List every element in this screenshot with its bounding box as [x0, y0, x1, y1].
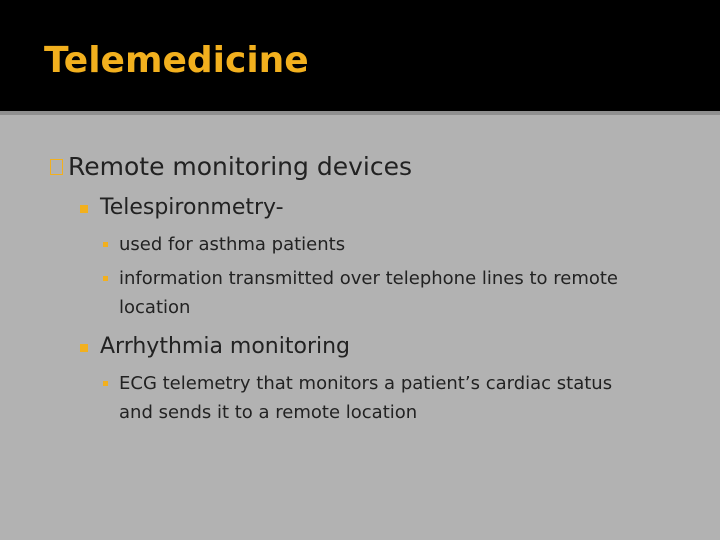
sub-bullet-ecg-line2: and sends it to a remote location — [119, 402, 418, 423]
small-square-bullet-icon — [103, 242, 108, 247]
sub-bullet-ecg-line1: ECG telemetry that monitors a patient’s cardiac status — [119, 373, 613, 394]
square-bullet-icon — [80, 205, 88, 213]
sub-bullet-asthma: used for asthma patients — [119, 234, 346, 255]
square-bullet-icon — [80, 344, 88, 352]
small-square-bullet-icon — [103, 276, 108, 281]
sub-bullet-information-line1: information transmitted over telephone lines to remote — [119, 268, 619, 289]
bullet-arrhythmia: Arrhythmia monitoring — [100, 334, 351, 359]
bullet-remote-monitoring: Remote monitoring devices — [68, 152, 412, 181]
sub-bullet-information-line2: location — [119, 297, 191, 318]
title-divider — [0, 111, 720, 115]
box-bullet-icon — [50, 159, 63, 175]
bullet-telespironmetry: Telespironmetry- — [100, 195, 284, 220]
title-bar — [0, 0, 720, 111]
small-square-bullet-icon — [103, 381, 108, 386]
slide-title: Telemedicine — [44, 40, 309, 81]
